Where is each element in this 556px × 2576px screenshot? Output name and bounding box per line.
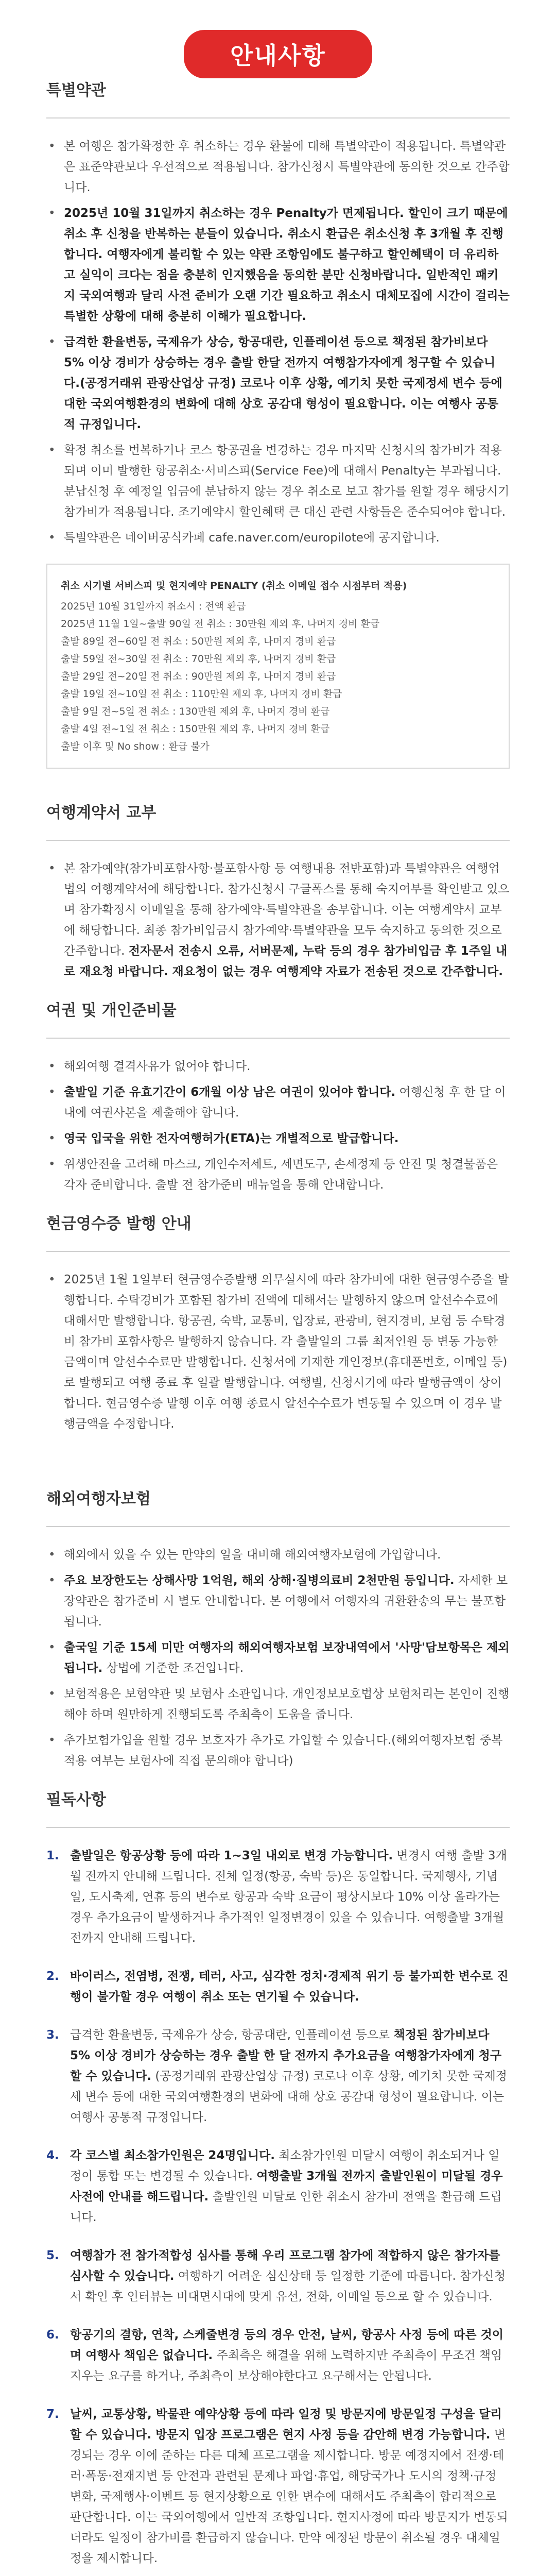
list-item: • 해외여행 결격사유가 없어야 합니다.	[46, 1056, 510, 1077]
list-item: • 출발일 기준 유효기간이 6개월 이상 남은 여권이 있어야 합니다. 여행신청 후 한 달 이내에 여권사본을 제출해야 합니다.	[46, 1082, 510, 1123]
section-receipt	[46, 1211, 510, 1434]
numbered-item: 6. 항공기의 결항, 연착, 스케줄변경 등의 경우 안전, 날씨, 항공사 사정 등에 따른 것이며 여행사 책임은 없습니다. 주최측은 해결을 위해 노력하지만 주최측이 무조건 책임지우는 요구를 하거나, 주최측이 보상해야한다고 요구해서는 안됩니다.	[46, 2328, 504, 2383]
passport-list	[46, 1056, 510, 1195]
penalty-row: 2025년 10월 31일까지 취소시 : 전액 환급	[61, 601, 246, 612]
list-item: • 본 참가예약(참가비포함사항·불포함사항 등 여행내용 전반포함)과 특별약관은 여행업법의 여행계약서에 해당합니다. 참가신청시 구글폭스를 통해 숙지여부를 확인받고 있으며 참가확정시 이메일을 통해 참가예약·특별약관을 송부합니다. 이는 여행계약서 교부에 해당합니다. 최종 참가비입금시 참가예약·특별약관을 모두 숙지하고 동의한 것으로 간주합니다. 전자문서 전송시 오류, 서버문제, 누락 등의 경우 참가비입금 후 1주일 내로 재요청 바랍니다. 재요청이 없는 경우 여행계약 자료가 전송된 것으로 간주합니다.	[46, 858, 510, 982]
section-heading: 여행계약서 교부	[46, 804, 157, 822]
section-heading: 여권 및 개인준비물	[46, 1002, 177, 1020]
must-read-list	[46, 1845, 510, 2576]
penalty-row: 출발 89일 전~60일 전 취소 : 50만원 제외 후, 나머지 경비 환급	[61, 636, 336, 647]
insurance-list	[46, 1545, 510, 1771]
section-heading: 필독사항	[46, 1791, 106, 1809]
numbered-item: 2. 바이러스, 전염병, 전쟁, 테러, 사고, 심각한 정치·경제적 위기 등 불가피한 변수로 진행이 불가할 경우 여행이 취소 또는 연기될 수 있습니다.	[46, 1970, 509, 2004]
penalty-row: 출발 이후 및 No show : 환급 불가	[61, 741, 210, 752]
divider	[46, 840, 510, 841]
list-item: • 급격한 환율변동, 국제유가 상승, 항공대란, 인플레이션 등으로 책정된 참가비보다 5% 이상 경비가 상승하는 경우 출발 한달 전까지 여행참가자에게 청구할 수 있습니다.(공정거래위 관광산업상 규정) 코로나 이후 상황, 예기치 못한 국제정세 변수 등에 대한 국외여행환경의 변화에 대해 상호 공감대 형성이 필요합니다. 이는 여행사 공통적 규정입니다.	[46, 332, 510, 435]
divider	[46, 1827, 510, 1828]
divider	[46, 1251, 510, 1252]
divider	[46, 1038, 510, 1039]
numbered-item: 5. 여행참가 전 참가적합성 심사를 통해 우리 프로그램 참가에 적합하지 않은 참가자를 심사할 수 있습니다. 여행하기 어려운 심신상태 등 일정한 기준에 따릅니다. 참가신청서 확인 후 인터뷰는 비대면시대에 맞게 유선, 전화, 이메일 등으로 할 수 있습니다.	[46, 2249, 506, 2303]
penalty-row: 출발 59일 전~30일 전 취소 : 70만원 제외 후, 나머지 경비 환급	[61, 653, 336, 665]
numbered-item: 1. 출발일은 항공상황 등에 따라 1~3일 내외로 변경 가능합니다. 변경시 여행 출발 3개월 전까지 안내해 드립니다. 전체 일정(항공, 숙박 등)은 동일합니다. 국제행사, 기념일, 도시축제, 연휴 등의 변수로 항공과 숙박 요금이 평상시보다 10% 이상 올라가는 경우 추가요금이 발생하거나 추가적인 일정변경이 있을 수 있습니다. 여행출발 3개월 전까지 안내해 드립니다.	[46, 1849, 507, 1945]
list-item: • 2025년 1월 1일부터 현금영수증발행 의무실시에 따라 참가비에 대한 현금영수증을 발행합니다. 수탁경비가 포함된 참가비 전액에 대해서는 발행하지 않으며 알선수수료에 대해서만 발행합니다. 항공권, 숙박, 교통비, 입장료, 관광비, 현지경비, 보험 등 수탁경비 참가비 포함사항은 발행하지 않습니다. 각 출발일의 그룹 최저인원 등 변동 가능한 금액이며 알선수수료만 발행합니다. 신청서에 기재한 개인정보(휴대폰번호, 이메일 등)로 발행되고 여행 종료 후 일괄 발행합니다. 여행별, 신청시기에 따라 발행금액이 상이합니다. 현금영수증 발행 이후 여행 종료시 알선수수료가 변동될 수 있으며 이 경우 발행금액을 수정합니다.	[46, 1269, 510, 1434]
penalty-heading: 취소 시기별 서비스피 및 현지예약 PENALTY (취소 이메일 접수 시점부터 적용)	[61, 580, 407, 591]
numbered-item: 4. 각 코스별 최소참가인원은 24명입니다. 최소참가인원 미달시 여행이 취소되거나 일정이 통합 또는 변경될 수 있습니다. 여행출발 3개월 전까지 출발인원이 미달될 경우 사전에 안내를 해드립니다. 출발인원 미달로 인한 취소시 참가비 전액을 환급해 드립니다.	[46, 2149, 503, 2224]
penalty-box	[46, 564, 510, 769]
penalty-row: 출발 9일 전~5일 전 취소 : 130만원 제외 후, 나머지 경비 환급	[61, 706, 330, 717]
contract-list	[46, 858, 510, 982]
list-item: • 영국 입국을 위한 전자여행허가(ETA)는 개별적으로 발급합니다.	[46, 1128, 510, 1149]
list-item: • 출국일 기준 15세 미만 여행자의 해외여행자보험 보장내역에서 '사망'담보항목은 제외됩니다. 상법에 기준한 조건입니다.	[46, 1637, 510, 1679]
section-insurance	[46, 1486, 510, 1771]
list-item: • 주요 보장한도는 상해사망 1억원, 해외 상해·질병의료비 2천만원 등입니다. 자세한 보장약관은 참가준비 시 별도 안내합니다. 본 여행에서 여행자의 귀환환송의 무는 불포함됩니다.	[46, 1570, 510, 1632]
page-title: 안내사항	[184, 30, 372, 78]
section-heading: 현금영수증 발행 안내	[46, 1215, 192, 1233]
list-item: • 특별약관은 네이버공식카페 cafe.naver.com/europilote에 공지합니다.	[46, 528, 510, 548]
list-item: • 2025년 10월 31일까지 취소하는 경우 Penalty가 면제됩니다. 할인이 크기 때문에 취소 후 신청을 반복하는 분들이 있습니다. 취소시 환급은 취소신청 후 3개월 후 진행합니다. 여행자에게 불리할 수 있는 약관 조항임에도 불구하고 할인혜택이 더 유리하고 실익이 크다는 점을 충분히 인지했음을 동의한 분만 신청바랍니다. 일반적인 패키지 국외여행과 달리 사전 준비가 오랜 기간 필요하고 취소시 대체모집에 시간이 걸리는 특별한 상황에 대해 충분히 이해가 필요합니다.	[46, 203, 510, 327]
receipt-list	[46, 1269, 510, 1434]
section-heading: 해외여행자보험	[46, 1490, 151, 1508]
list-item: • 본 여행은 참가확정한 후 취소하는 경우 환불에 대해 특별약관이 적용됩니다. 특별약관은 표준약관보다 우선적으로 적용됩니다. 참가신청시 특별약관에 동의한 것으로 간주합니다.	[46, 136, 510, 198]
penalty-row: 2025년 11월 1일~출발 90일 전 취소 : 30만원 제외 후, 나머지 경비 환급	[61, 618, 380, 630]
list-item: • 확정 취소를 번복하거나 코스 항공권을 변경하는 경우 마지막 신청시의 참가비가 적용되며 이미 발행한 항공취소·서비스피(Service Fee)에 대해서 Penalty는 부과됩니다. 분납신청 후 예정일 입금에 분납하지 않는 경우 취소로 보고 참가를 원할 경우 해당시기 참가비가 적용됩니다. 조기예약시 할인혜택 큰 대신 관련 사항들은 준수되어야 합니다.	[46, 440, 510, 522]
penalty-row: 출발 19일 전~10일 전 취소 : 110만원 제외 후, 나머지 경비 환급	[61, 688, 342, 700]
section-must-read	[46, 1787, 510, 2576]
list-item: • 해외에서 있을 수 있는 만약의 일을 대비해 해외여행자보험에 가입합니다.	[46, 1545, 510, 1565]
special-terms-list	[46, 136, 510, 548]
numbered-item: 7. 날씨, 교통상황, 박물관 예약상황 등에 따라 일정 및 방문지에 방문일정 구성을 달리할 수 있습니다. 방문지 입장 프로그램은 현지 사정 등을 감안해 변경 가능합니다. 변경되는 경우 이에 준하는 다른 대체 프로그램을 제시합니다. 방문 예정지에서 전쟁·테러·폭동·전재지변 등 안전과 관련된 문제나 파업·휴업, 해당국가나 도시의 정책·규정 변화, 국제행사·이벤트 등 현지상황으로 인한 변수에 대해서도 주최측이 합리적으로 판단합니다. 이는 국외여행에서 일반적 조항입니다. 현지사정에 따라 방문지가 변동되더라도 일정이 참가비를 환급하지 않습니다. 만약 예정된 방문이 취소될 경우 대체일정을 제시합니다.	[46, 2408, 508, 2565]
spacer	[46, 1450, 510, 1486]
divider	[46, 1526, 510, 1527]
section-contract	[46, 800, 510, 982]
penalty-row: 출발 4일 전~1일 전 취소 : 150만원 제외 후, 나머지 경비 환급	[61, 723, 330, 735]
title-area	[46, 0, 510, 77]
penalty-row: 출발 29일 전~20일 전 취소 : 90만원 제외 후, 나머지 경비 환급	[61, 671, 336, 682]
divider	[46, 117, 510, 118]
section-special-terms	[46, 77, 510, 769]
list-item: • 보험적용은 보험약관 및 보험사 소관입니다. 개인정보보호법상 보험처리는 본인이 진행해야 하며 원만하게 진행되도록 주최측이 도움을 줍니다.	[46, 1684, 510, 1725]
section-passport	[46, 997, 510, 1195]
numbered-item: 3. 급격한 환율변동, 국제유가 상승, 항공대란, 인플레이션 등으로 책정된 참가비보다 5% 이상 경비가 상승하는 경우 출발 한 달 전까지 추가요금을 여행참가자에게 청구할 수 있습니다. (공정거래위 관광산업상 규정) 코로나 이후 상황, 예기치 못한 국제정세 변수 등에 대한 국외여행환경의 변화에 대해 상호 공감대 형성이 필요합니다. 이는 여행사 공통적 규정입니다.	[46, 2028, 508, 2124]
list-item: • 위생안전을 고려해 마스크, 개인수저세트, 세면도구, 손세정제 등 안전 및 청결물품은 각자 준비합니다. 출발 전 참가준비 매뉴얼을 통해 안내합니다.	[46, 1154, 510, 1195]
section-heading: 특별약관	[46, 81, 106, 99]
list-item: • 추가보험가입을 원할 경우 보호자가 추가로 가입할 수 있습니다.(해외여행자보험 중복적용 여부는 보험사에 직접 문의해야 합니다)	[46, 1730, 510, 1771]
